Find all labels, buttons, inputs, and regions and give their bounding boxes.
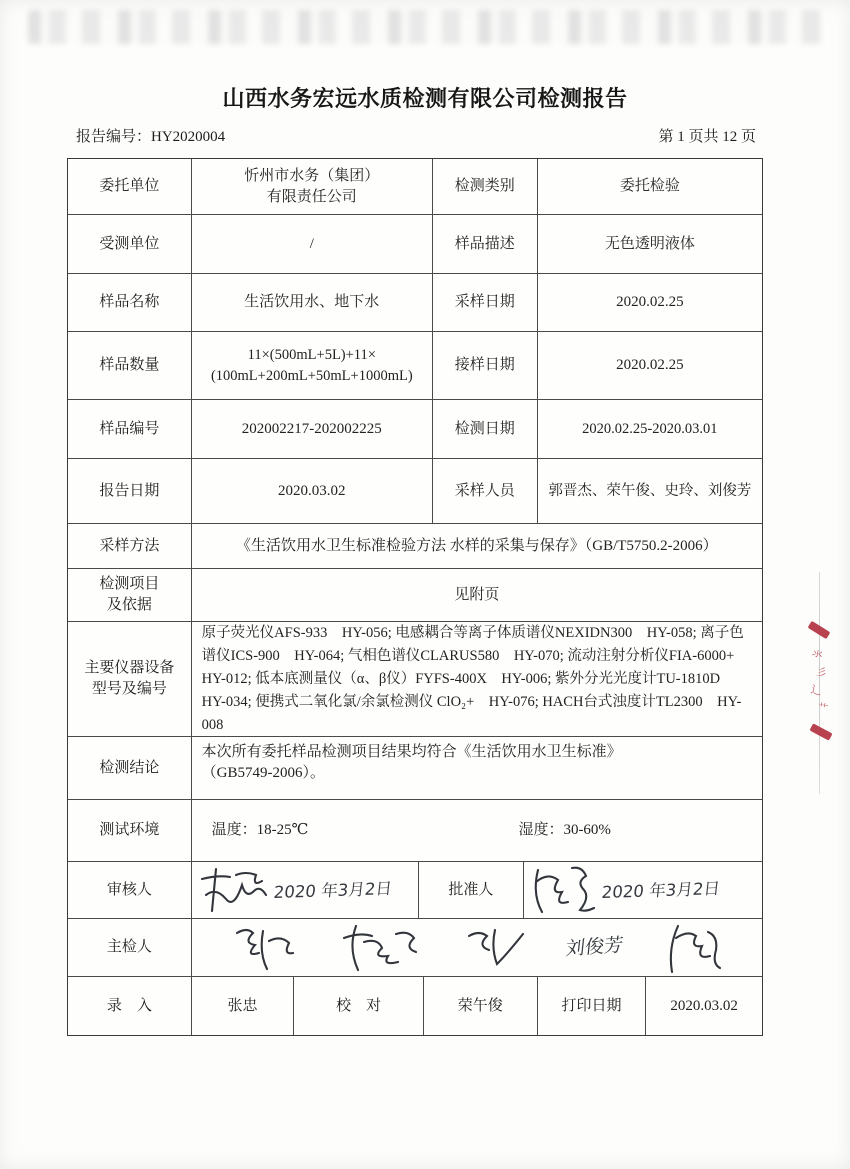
- table-row: [68, 568, 762, 621]
- conclusion-line1: 本次所有委托样品检测项目结果均符合《生活饮用水卫生标准》: [201, 744, 622, 760]
- label-proofread: 校 对: [293, 977, 423, 1035]
- value-sample-number: 202002217-202002225: [191, 400, 432, 458]
- label-chief-inspector: 主检人: [106, 939, 152, 955]
- instruments-label-line1: 主要仪器设备: [84, 660, 175, 676]
- value-data-entry: 张忠: [191, 977, 294, 1035]
- value-print-date: 2020.03.02: [645, 977, 762, 1035]
- sample-quantity-line1: 11×(500mL+5L)+11×: [247, 346, 376, 363]
- seal-character-fragment: 氺: [810, 646, 825, 662]
- table-row: [68, 458, 762, 523]
- value-testing-date: 2020.02.25-2020.03.01: [537, 400, 762, 458]
- label-test-environment: 测试环境: [99, 822, 160, 838]
- test-items-label-line1: 检测项目: [99, 576, 160, 592]
- value-test-conclusion: [191, 737, 762, 799]
- sample-quantity-line2: (100mL+200mL+50mL+1000mL): [210, 367, 413, 384]
- label-approver: 批准人: [418, 862, 523, 918]
- value-proofread: 荣午俊: [423, 977, 537, 1035]
- value-main-instruments: 原子荧光仪AFS-933 HY-056; 电感耦合等离子体质谱仪NEXIDN300 HY-058; 离子色谱仪ICS-900 HY-064; 气相色谱仪CLARUS580 HY-070; 流动注射分析仪FIA-6000+ HY-012; 低本底测量仪（α、β仪）FYFS-400X HY-006; 紫外分光光度计TU-1810D HY-034; 便携式二氧化氯/余氯检测仪 ClO₂+ HY-076; HACH台式浊度计TL2300 HY-008: [191, 622, 762, 736]
- label-tested-unit: 受测单位: [99, 235, 160, 252]
- table-row: [68, 799, 762, 861]
- label-sampling-personnel: 采样人员: [432, 459, 537, 523]
- environment-humidity: 湿度：30-60%: [518, 822, 611, 838]
- red-seal-fragment: [804, 624, 838, 742]
- approver-date-handwritten: 2020 年3月2日: [600, 878, 721, 902]
- seal-edge-mark: [809, 723, 832, 740]
- label-testing-date: 检测日期: [432, 400, 537, 458]
- label-test-category: 检测类别: [432, 159, 537, 214]
- label-test-conclusion: 检测结论: [99, 759, 160, 776]
- inspector-signature-liujunfang: 刘俊芳: [564, 934, 625, 960]
- label-client-unit: 委托单位: [99, 178, 160, 194]
- table-row: [68, 523, 762, 568]
- label-sampling-method: 采样方法: [99, 537, 160, 554]
- value-test-items-basis: 见附页: [191, 569, 762, 621]
- report-table: [67, 158, 763, 1036]
- table-row: [68, 159, 762, 214]
- inspector-signature-1: [229, 923, 299, 973]
- label-main-instruments: [68, 622, 191, 736]
- table-row: [68, 273, 762, 331]
- table-row: [68, 399, 762, 458]
- value-sample-description: 无色透明液体: [537, 215, 762, 273]
- inspector-signature-3: [461, 924, 527, 972]
- table-row: [68, 621, 762, 736]
- table-row: [68, 736, 762, 799]
- report-title: 山西水务宏远水质检测有限公司检测报告: [222, 86, 628, 111]
- test-items-label-line2: 及依据: [106, 597, 152, 613]
- value-sampling-method: 《生活饮用水卫生标准检验方法 水样的采集与保存》（GB/T5750.2-2006）: [191, 524, 762, 568]
- reviewer-signature: [196, 865, 274, 915]
- reviewer-date-handwritten: 2020 年3月2日: [272, 878, 393, 902]
- label-data-entry: 录 入: [106, 997, 152, 1014]
- label-report-date: 报告日期: [99, 482, 160, 499]
- inspector-signature-5: [662, 922, 724, 974]
- approver-signature: [528, 864, 602, 916]
- table-row: [68, 214, 762, 273]
- label-print-date: 打印日期: [537, 977, 646, 1035]
- seal-character-fragment: 辶: [809, 682, 824, 698]
- client-unit-line2: 有限责任公司: [266, 188, 357, 205]
- value-sample-quantity: [191, 332, 432, 399]
- table-row: [68, 976, 762, 1035]
- label-test-items-basis: [68, 569, 191, 621]
- inspector-signature-2: [338, 922, 422, 974]
- label-reviewer: 审核人: [106, 881, 152, 898]
- seal-edge-mark: [808, 621, 831, 639]
- page-indicator: 第 1 页共 12 页: [658, 129, 756, 145]
- report-number: [76, 125, 225, 146]
- table-row: [68, 331, 762, 399]
- environment-temperature: 温度：18-25℃: [211, 822, 309, 838]
- conclusion-line2: （GB5749-2006）。: [201, 765, 325, 781]
- value-tested-unit: /: [191, 215, 432, 273]
- label-sample-quantity: 样品数量: [99, 357, 160, 373]
- chief-inspector-signatures-cell: [191, 919, 762, 976]
- report-number-label: 报告编号：: [76, 129, 152, 145]
- client-unit-line1: 忻州市水务（集团）: [244, 167, 380, 184]
- ink-bleedthrough: [28, 10, 822, 44]
- instruments-label-line2: 型号及编号: [91, 681, 167, 697]
- value-receiving-date: 2020.02.25: [537, 332, 762, 399]
- label-receiving-date: 接样日期: [432, 332, 537, 399]
- label-sample-number: 样品编号: [99, 420, 160, 437]
- value-sample-name: 生活饮用水、地下水: [191, 274, 432, 331]
- seal-character-fragment: 彡: [814, 664, 829, 680]
- report-number-value: HY2020004: [151, 129, 226, 145]
- value-test-environment: [191, 800, 762, 861]
- label-sample-description: 样品描述: [432, 215, 537, 273]
- value-sampling-date: 2020.02.25: [537, 274, 762, 331]
- value-test-category: 委托检验: [537, 159, 762, 214]
- table-row: [68, 918, 762, 976]
- value-client-unit: [191, 159, 432, 214]
- seal-character-fragment: 艹: [815, 700, 830, 716]
- label-sampling-date: 采样日期: [432, 274, 537, 331]
- table-row: [68, 861, 762, 918]
- reviewer-signature-cell: [191, 862, 418, 918]
- label-sample-name: 样品名称: [99, 294, 160, 310]
- approver-signature-cell: [523, 862, 762, 918]
- value-sampling-personnel: 郭晋杰、荣午俊、史玲、刘俊芳: [537, 459, 762, 523]
- value-report-date: 2020.03.02: [191, 459, 432, 523]
